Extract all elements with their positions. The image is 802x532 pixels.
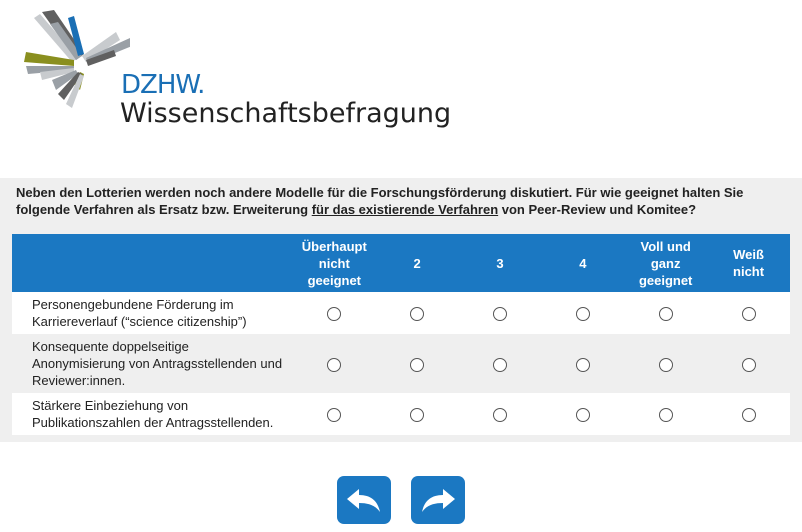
radio-item3-dont-know[interactable] xyxy=(742,408,756,422)
scale-header-5: Voll und ganz geeignet xyxy=(624,234,707,292)
radio-item3-option4[interactable] xyxy=(576,408,590,422)
dzhw-logo xyxy=(20,10,452,129)
scale-header-dont-know: Weiß nicht xyxy=(707,234,790,292)
arrow-forward-icon xyxy=(411,476,465,524)
item-label-2: Konsequente doppelseitige Anonymisierung von Antragsstellenden und Reviewer:innen. xyxy=(32,339,283,388)
scale-header-3: 3 xyxy=(459,234,542,292)
scale-header-1: Überhaupt nicht geeignet xyxy=(293,234,376,292)
radio-item2-option1[interactable] xyxy=(327,358,341,372)
radio-item1-option5[interactable] xyxy=(659,307,673,321)
radio-item2-option4[interactable] xyxy=(576,358,590,372)
radio-item1-option2[interactable] xyxy=(410,307,424,321)
radio-item2-option5[interactable] xyxy=(659,358,673,372)
item-label-1: Personengebundene Förderung im Karriereverlauf (“science citizenship”) xyxy=(32,297,247,329)
question-panel xyxy=(0,178,802,442)
scale-header-2: 2 xyxy=(376,234,459,292)
next-button[interactable] xyxy=(411,476,465,524)
scale-header-4: 4 xyxy=(541,234,624,292)
back-button[interactable] xyxy=(337,476,391,524)
header-empty-cell xyxy=(12,234,293,292)
radio-item1-option1[interactable] xyxy=(327,307,341,321)
arrow-back-icon xyxy=(337,476,391,524)
radio-item1-option4[interactable] xyxy=(576,307,590,321)
radio-item2-option3[interactable] xyxy=(493,358,507,372)
item-label-3: Stärkere Einbeziehung von Publikationszahlen der Antragsstellenden. xyxy=(32,398,274,430)
radio-item3-option2[interactable] xyxy=(410,408,424,422)
radio-item2-option2[interactable] xyxy=(410,358,424,372)
scale-header-row xyxy=(12,234,790,292)
matrix-row-2 xyxy=(12,334,790,393)
radio-item3-option3[interactable] xyxy=(493,408,507,422)
logo-rays-icon xyxy=(20,10,130,120)
matrix-row-1 xyxy=(12,292,790,334)
rating-matrix xyxy=(12,234,790,435)
radio-item3-option5[interactable] xyxy=(659,408,673,422)
radio-item3-option1[interactable] xyxy=(327,408,341,422)
matrix-row-3 xyxy=(12,393,790,435)
radio-item1-option3[interactable] xyxy=(493,307,507,321)
logo-brand-text: DZHW. xyxy=(121,70,205,100)
radio-item1-dont-know[interactable] xyxy=(742,307,756,321)
logo-subtitle-text: Wissenschaftsbefragung xyxy=(120,98,452,129)
question-emphasis: für das existierende Verfahren xyxy=(311,202,499,217)
radio-item2-dont-know[interactable] xyxy=(742,358,756,372)
question-text: Neben den Lotterien werden noch andere Modelle für die Forschungsförderung diskutiert. Für wie geeignet halten Sie folgende Verfahren als Ersatz bzw. Erweiterung für das existierende Verfahren von Peer-Review und Komitee? xyxy=(16,185,744,217)
